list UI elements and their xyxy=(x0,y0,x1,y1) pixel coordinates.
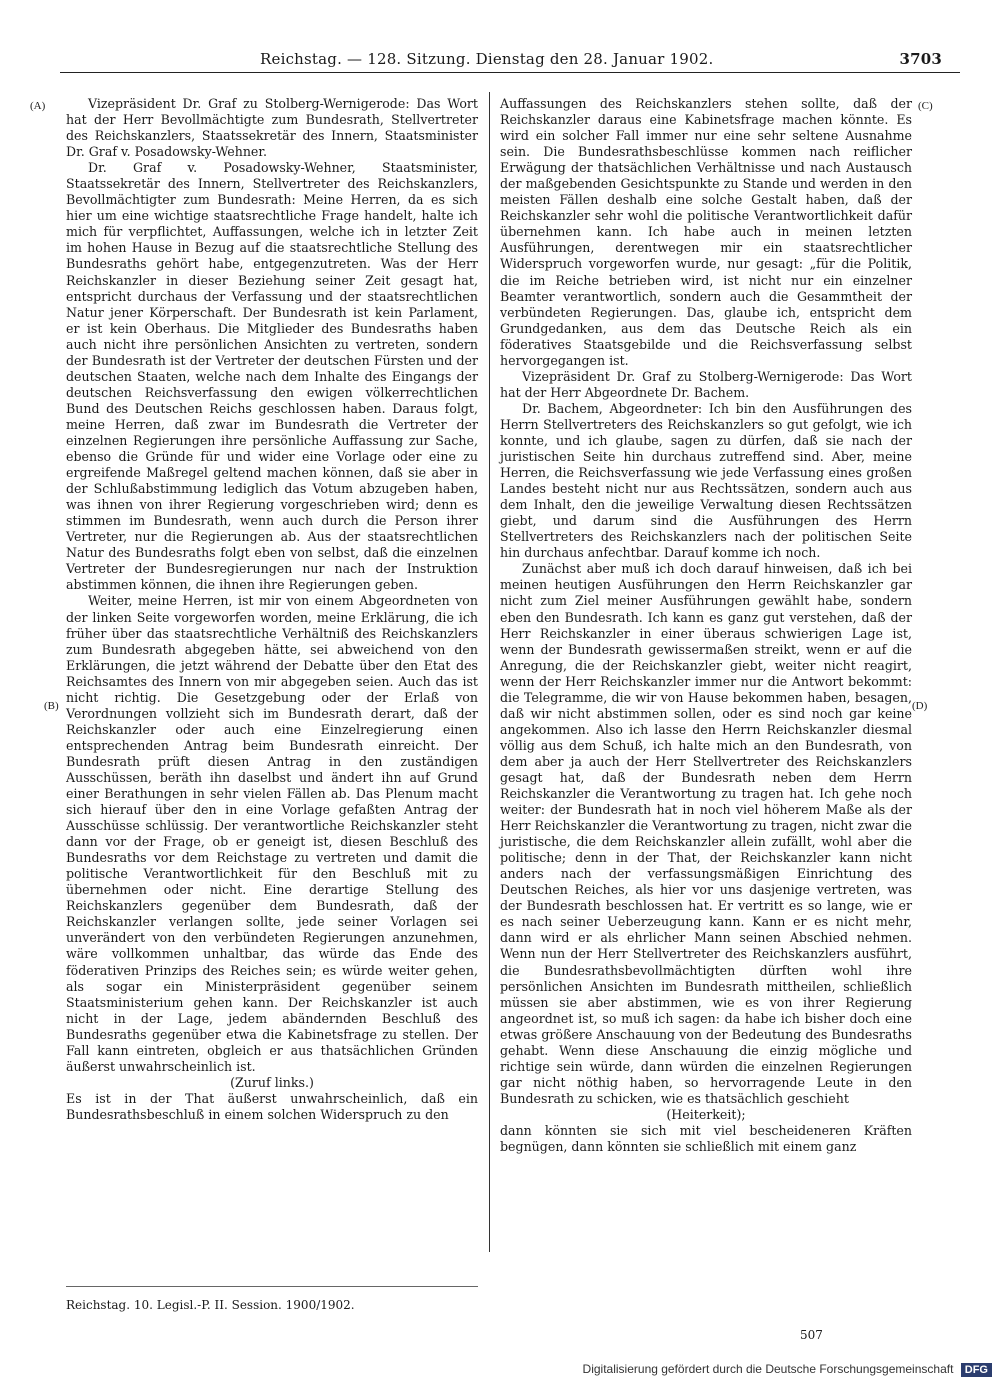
footer-rule xyxy=(66,1286,478,1287)
dfg-logo: DFG xyxy=(961,1363,992,1377)
interjection: (Heiterkeit); xyxy=(666,1106,746,1122)
paragraph: Es ist in der That äußerst unwahrscheinlich, daß ein Bundesrathsbeschluß in einem solchen Widerspruch zu den xyxy=(66,1090,478,1122)
margin-mark-b: (B) xyxy=(44,700,59,712)
paragraph: Auffassungen des Reichskanzlers stehen sollte, daß der Reichskanzler daraus eine Kabinetsfrage machen könnte. Es wird ein solcher Fall immer nur eine sehr seltene Ausnahme sein. Die Bundesrathsbeschlüsse kommen nach reiflicher Erwägung der thatsächlichen Verhältnisse und nach Austausch der maßgebenden Gesichtspunkte zu Stande und werden in den meisten Fällen deshalb eine solche Gestalt haben, daß der Reichskanzler sehr wohl die politische Verantwortlichkeit dafür übernehmen kann. Ich habe auch in meinen letzten Ausführungen, derentwegen mir ein staatsrechtlicher Widerspruch vorgeworfen wurde, nur gesagt: „für die Politik, die im Reiche betrieben wird, ist nicht nur ein einzelner Beamter verantwortlich, sondern auch die Gesammtheit der verbündeten Regierungen. Das, glaube ich, entspricht dem Grundgedanken, aus dem das Deutsche Reich als ein föderatives Staatsgebilde und die Reichsverfassung selbst hervorgegangen ist. xyxy=(500,96,912,368)
margin-mark-d: (D) xyxy=(912,700,928,712)
funding-note xyxy=(583,1362,992,1377)
right-column xyxy=(500,96,912,1155)
header-rule xyxy=(60,72,960,73)
sheet-number: 507 xyxy=(800,1328,823,1342)
paragraph: Weiter, meine Herren, ist mir von einem Abgeordneten von der linken Seite vorgeworfen worden, meine Erklärung, die ich früher über das staatsrechtliche Verhältniß des Reichskanzlers zum Bundesrath abgegeben hätte, sei abweichend von den Erklärungen, die jetzt während der Debatte über den Etat des Reichsamtes des Innern von mir abgegeben seien. Auch das ist nicht richtig. Die Gesetzgebung oder der Erlaß von Verordnungen vollzieht sich im Bundesrath derart, daß der Reichskanzler oder auch eine Einzelregierung einen entsprechenden Antrag beim Bundesrath einreicht. Der Bundesrath prüft diesen Antrag in den zuständigen Ausschüssen, beräth ihn daselbst und ändert ihn auf Grund einer Berathungen in sehr vielen Fällen ab. Das Plenum macht sich hierauf über den in eine Vorlage gefaßten Antrag der Ausschüsse schlüssig. Der verantwortliche Reichskanzler steht dann vor der Frage, ob er geneigt ist, diesen Beschluß des Bundesraths vor dem Reichstage zu vertreten und damit die politische Verantwortlichkeit für den Beschluß mit zu übernehmen oder nicht. Eine derartige Stellung des Reichskanzlers gegenüber dem Bundesrath, daß der Reichskanzler verlangen sollte, jede seiner Vorlagen sei unverändert von den verbündeten Regierungen anzunehmen, wäre vollkommen unhaltbar, das würde das Ende des föderativen Prinzips des Reiches sein; es würde weiter gehen, als sogar ein Ministerpräsident gegenüber seinem Staatsministerium gehen kann. Der Reichskanzler ist auch nicht in der Lage, jedem abändernden Beschluß des Bundesraths gegenüber etwa die Kabinetsfrage zu stellen. Der Fall kann eintreten, obgleich er aus thatsächlichen Gründen äußerst unwahrscheinlich ist. xyxy=(66,593,478,1074)
paragraph: Dr. Graf v. Posadowsky-Wehner, Staatsminister, Staatssekretär des Innern, Stellvertreter des Reichskanzlers, Bevollmächtigter zum Bundesrath: Meine Herren, da es sich hier um eine wichtige staatsrechtliche Frage handelt, halte ich mich für verpflichtet, Auffassungen, welche ich in letzter Zeit im hohen Hause in Bezug auf die staatsrechtliche Stellung des Bundesraths gehört habe, entgegenzutreten. Was der Herr Reichskanzler in dieser Beziehung seiner Zeit gesagt hat, entspricht durchaus der Verfassung und der staatsrechtlichen Natur jener Körperschaft. Der Bundesrath ist kein Parlament, er ist kein Oberhaus. Die Mitglieder des Bundesraths haben auch nicht ihre persönlichen Ansichten zu vertreten, sondern der Bundesrath ist der Vertreter der deutschen Fürsten und der deutschen Staaten, welche nach dem Inhalte des Eingangs der deutschen Reichsverfassung den ewigen völkerrechtlichen Bund des Deutschen Reichs geschlossen haben. Daraus folgt, meine Herren, daß zwar im Bundesrath die Vertreter der einzelnen Regierungen ihre persönliche Auffassung zur Sache, ebenso die Gründe für und wider eine Vorlage oder eine zu ergreifende Maßregel geltend machen können, daß sie aber in der Schlußabstimmung lediglich das Votum abzugeben haben, was ihnen von ihrer Regierung vorgeschrieben wird; denn es stimmen im Bundesrath, wenn auch durch die Person ihrer Vertreter, nur die Regierungen ab. Aus der staatsrechtlichen Natur des Bundesraths folgt eben von selbst, daß die einzelnen Vertreter der Bundesregierungen nur nach der Instruktion abstimmen können, die ihnen ihre Regierungen geben. xyxy=(66,160,478,593)
margin-mark-a: (A) xyxy=(30,100,46,112)
running-header xyxy=(60,50,960,78)
interjection: (Zuruf links.) xyxy=(230,1074,314,1090)
session-footer: Reichstag. 10. Legisl.-P. II. Session. 1900/1902. xyxy=(66,1298,355,1312)
column-divider xyxy=(489,92,490,1252)
running-head: Reichstag. — 128. Sitzung. Dienstag den 28. Januar 1902. xyxy=(260,50,714,68)
funding-text: Digitalisierung gefördert durch die Deutsche Forschungsgemeinschaft xyxy=(582,1362,954,1376)
paragraph: Zunächst aber muß ich doch darauf hinweisen, daß ich bei meinen heutigen Ausführungen den Herrn Reichskanzler gar nicht zum Ziel meiner Ausführungen gewählt habe, sondern eben den Bundesrath. Ich kann es ganz gut verstehen, daß der Herr Reichskanzler in einer überaus schwierigen Lage ist, wenn der Bundesrath gewissermaßen streikt, wenn er auf die Anregung, die der Reichskanzler giebt, weiter nicht reagirt, wenn der Herr Reichskanzler immer nur die Antwort bekommt: die Telegramme, die wir von Hause bekommen haben, besagen, daß wir nicht abstimmen sollen, oder es sind noch gar keine angekommen. Also ich lasse den Herrn Reichskanzler diesmal völlig aus dem Schuß, ich halte mich an den Bundesrath, von dem aber ja auch der Herr Stellvertreter des Reichskanzlers gesagt hat, daß der Bundesrath neben dem Herrn Reichskanzler die Verantwortung zu tragen hat. Ich gehe noch weiter: der Bundesrath hat in noch viel höherem Maße als der Herr Reichskanzler die Verantwortung zu tragen, nicht zwar die juristische, die dem Reichskanzler allein zufällt, wohl aber die politische; denn in der That, der Reichskanzler kann nicht anders nach der verfassungsmäßigen Einrichtung des Deutschen Reiches, als hier vor uns dasjenige vertreten, was der Bundesrath beschlossen hat. Er vertritt es so lange, wie er es nach seiner Ueberzeugung kann. Kann er es nicht mehr, dann wird er als ehrlicher Mann seinen Abschied nehmen. Wenn nun der Herr Stellvertreter des Reichskanzlers ausführt, die Bundesrathsbevollmächtigten dürften wohl ihre persönlichen Ansichten im Bundesrath mittheilen, schließlich müssen sie aber abstimmen, wie es von ihrer Regierung angeordnet ist, so muß ich sagen: da habe ich bisher doch eine etwas größere Anschauung von der Bedeutung des Bundesraths gehabt. Wenn diese Anschauung die einzig mögliche und richtige sein würde, dann würden die einzelnen Regierungen gar nicht nöthig haben, so hervorragende Leute in den Bundesrath zu schicken, wie es thatsächlich geschieht xyxy=(500,561,912,1106)
paragraph: Dr. Bachem, Abgeordneter: Ich bin den Ausführungen des Herrn Stellvertreters des Reichskanzlers so gut gefolgt, wie ich konnte, und ich glaube, sagen zu dürfen, daß sie nach der juristischen Seite hin durchaus zutreffend sind. Aber, meine Herren, die Reichsverfassung wie jede Verfassung eines großen Landes besteht nicht nur aus Rechtssätzen, sondern auch aus dem Inhalt, den die jeweilige Verwaltung diesen Rechtssätzen giebt, und darum sind die Ausführungen des Herrn Stellvertreters des Reichskanzlers nach der politischen Seite hin durchaus anfechtbar. Darauf komme ich noch. xyxy=(500,400,912,561)
paragraph: dann könnten sie sich mit viel bescheideneren Kräften begnügen, dann könnten sie schließlich mit einem ganz xyxy=(500,1123,912,1155)
left-column xyxy=(66,96,478,1123)
paragraph: Vizepräsident Dr. Graf zu Stolberg-Wernigerode: Das Wort hat der Herr Bevollmächtigte zum Bundesrath, Stellvertreter des Reichskanzlers, Staatssekretär des Innern, Staatsminister Dr. Graf v. Posadowsky-Wehner. xyxy=(66,96,478,160)
margin-mark-c: (C) xyxy=(918,100,933,112)
page-number: 3703 xyxy=(899,50,942,68)
paragraph: Vizepräsident Dr. Graf zu Stolberg-Wernigerode: Das Wort hat der Herr Abgeordnete Dr. Bachem. xyxy=(500,368,912,400)
